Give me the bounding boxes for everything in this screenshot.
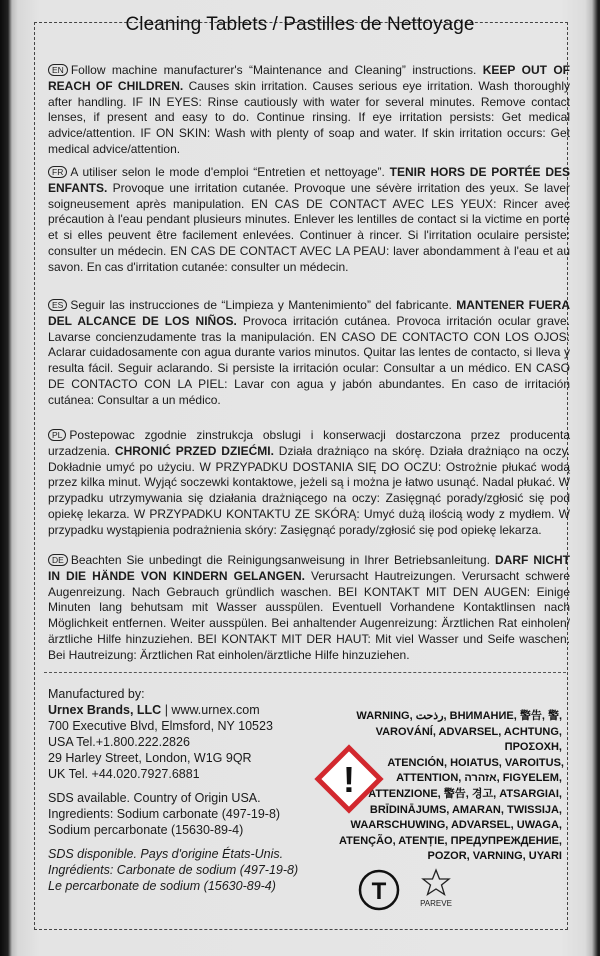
ingredients-fr-2: Le percarbonate de sodium (15630-89-4) bbox=[48, 879, 276, 893]
section-de-pre: Beachten Sie unbedingt die Reinigungsanweisung in Ihrer Betriebsanleitung. bbox=[70, 553, 496, 567]
section-en-body: Causes skin irritation. Causes serious eye irritation. Wash thoroughly after handling. IF IN EYES: Rinse cautiously with water for several minutes. Remove contact lenses, if present and easy to do. Continue rinsing. If eye irritation persists: Get medical advice/attention. IF ON SKIN: Wash with plenty of soap and water. If skin irritation occurs: Get medical advice/attention. bbox=[48, 78, 570, 156]
lang-badge-es: ES bbox=[48, 299, 67, 311]
ghs-symbol: ! bbox=[343, 759, 355, 800]
section-en-pre: Follow machine manufacturer's “Maintenance and Cleaning” instructions. bbox=[70, 63, 483, 77]
section-fr-warning: TENIR HORS DE PORTÉE DES ENFANTS. bbox=[48, 165, 570, 195]
section-fr bbox=[48, 165, 570, 276]
section-fr-pre: A utiliser selon le mode d'emploi “Entretien et nettoyage”. bbox=[70, 165, 390, 179]
mfr-company-line bbox=[48, 702, 328, 718]
section-pl-body: Działa drażniąco na skórę. Działa drażniąco na oczy. Dokładnie umyć po użyciu. W PRZYPADKU DOSTANIA SIĘ DO OCZU: Ostrożnie płukać wodą przez kilka minut. Wyjąć soczewki kontaktowe, jeżeli są i można je łatwo usunąć. Nadal płukać. W przypadku utrzymywania się działania drażniącego na oczy: Zasięgnąć porady/zgłosić się pod opiekę lekarza. W PRZYPADKU KONTAKTU ZE SKÓRĄ: Umyć dużą ilością wody z mydłem. W przypadku wystąpienia podrażnienia skóry: Zasięgnąć porady/zgłosić się pod opiekę lekarza. bbox=[48, 443, 571, 537]
ingredients-en-2: Sodium percarbonate (15630-89-4) bbox=[48, 823, 244, 837]
warning-line: ATENCIÓN, HOIATUS, VAROITUS, bbox=[387, 756, 564, 769]
mfr-website: | www.urnex.com bbox=[161, 703, 260, 717]
section-de-body: Verursacht Hautreizungen. Verursacht schwere Augenreizung. Nach Gebrauch gründlich waschen. BEI KONTAKT MIT DEN AUGEN: Einige Minuten lang behutsam mit Wasser ausspülen. Eventuell Vorhandene Kontaktlinsen nach Möglichkeit entfernen. Weiter ausspülen. Bei anhaltender Augenreizung: Ärztlichen Rat einholen/ärztliche Hilfe hinzuziehen. BEI KONTAKT MIT DER HAUT: Mit viel Wasser und Seife waschen. Bei Hautreizung: Ärztlichen Rat einholen/ärztliche Hilfe hinzuziehen. bbox=[48, 568, 570, 662]
warning-line: POZOR, VARNING, UYARI bbox=[427, 850, 562, 863]
warning-line: ATTENZIONE, 警告, 경고, ATSARGIAI, bbox=[368, 787, 562, 800]
lang-badge-fr: FR bbox=[48, 166, 67, 178]
star-icon bbox=[421, 868, 451, 896]
lang-badge-en: EN bbox=[48, 64, 68, 76]
section-pl-pre: Postepowac zgodnie zinstrukcja obslugi i konserwacji dostarczona przez producenta urzadzenia. bbox=[48, 428, 570, 458]
section-de-warning: DARF NICHT IN DIE HÄNDE VON KINDERN GELANGEN. bbox=[48, 553, 570, 583]
sds-en: SDS available. Country of Origin USA. bbox=[48, 791, 261, 805]
divider bbox=[44, 672, 566, 673]
warning-line: WARNING, رذحت, ВНИМАНИЕ, 警告, 警, bbox=[356, 710, 562, 722]
section-de bbox=[48, 553, 570, 664]
pareve-mark bbox=[414, 868, 458, 912]
lang-badge-pl: PL bbox=[48, 429, 66, 441]
ingredients-fr-1: Ingrédients: Carbonate de sodium (497-19-8) bbox=[48, 863, 299, 877]
warning-line: VAROVÁNÍ, ADVARSEL, ACHTUNG, ΠΡΟΣΟΧΗ, bbox=[375, 725, 562, 754]
kosher-mark: T bbox=[371, 878, 387, 905]
manufacturer-info bbox=[48, 686, 328, 894]
mfr-tel-uk: UK Tel. +44.020.7927.6881 bbox=[48, 767, 200, 781]
kosher-t-icon bbox=[357, 868, 401, 912]
pareve-label: PAREVE bbox=[420, 899, 452, 908]
section-es-warning: MANTENER FUERA DEL ALCANCE DE LOS NIÑOS. bbox=[48, 298, 570, 328]
lang-badge-de: DE bbox=[48, 554, 68, 566]
section-en bbox=[48, 63, 570, 158]
spacer bbox=[48, 838, 328, 846]
section-es bbox=[48, 298, 570, 409]
mfr-address-us: 700 Executive Blvd, Elmsford, NY 10523 bbox=[48, 719, 273, 733]
section-fr-body: Provoque une irritation cutanée. Provoque une sévère irritation des yeux. Se laver soigneusement après manipulation. EN CAS DE CONTACT AVEC LES YEUX: Rincer avec précaution à l'eau pendant plusieurs minutes. Enlever les lentilles de contact si la victime en porte et si elles peuvent être facilement enlevées. Continuer à rincer. Si l'irritation oculaire persiste: consulter un médecin. EN CAS DE CONTACT AVEC LA PEAU: laver abondamment à l'eau et au savon. En cas d'irritation cutanée: consulter un médecin. bbox=[48, 180, 570, 274]
warning-line: WAARSCHUWING, ADVARSEL, UWAGA, bbox=[350, 819, 562, 832]
section-es-body: Provoca irritación cutánea. Provoca irritación ocular grave. Lavarse concienzudamente tras la manipulación. EN CASO DE CONTACTO CON LOS OJOS: Aclarar cuidadosamente con agua durante varios minutos. Quitar las lentes de contacto, si lleva y resulta fácil. Seguir aclarando. Si persiste la irritación ocular: Consultar a un médico. EN CASO DE CONTACTO CON LA PIEL: Lavar con agua y jabón abundantes. En caso de irritación cutánea: Consultar a un médico. bbox=[48, 313, 571, 407]
ingredients-en-1: Ingredients: Sodium carbonate (497-19-8) bbox=[48, 807, 281, 821]
section-es-pre: Seguir las instrucciones de “Limpieza y Mantenimiento” del fabricante. bbox=[70, 298, 457, 312]
warning-line: ATENÇÃO, ATENȚIE, ПРЕДУПРЕЖДЕНИЕ, bbox=[339, 834, 562, 847]
ghs-exclamation-icon bbox=[314, 744, 384, 814]
mfr-company: Urnex Brands, LLC bbox=[48, 703, 162, 717]
warning-line: ATTENTION, אזהרה, FIGYELEM, bbox=[396, 772, 562, 785]
mfr-tel-us: USA Tel.+1.800.222.2826 bbox=[48, 735, 190, 749]
mfr-address-uk: 29 Harley Street, London, W1G 9QR bbox=[48, 751, 252, 765]
section-pl-warning: CHRONIĆ PRZED DZIEĆMI. bbox=[114, 443, 274, 458]
section-pl bbox=[48, 428, 570, 539]
page-title: Cleaning Tablets / Pastilles de Nettoyage bbox=[125, 14, 475, 35]
mfr-heading: Manufactured by: bbox=[48, 687, 145, 701]
section-en-warning: KEEP OUT OF REACH OF CHILDREN. bbox=[48, 63, 571, 93]
sds-fr: SDS disponible. Pays d'origine États-Unis. bbox=[48, 847, 284, 861]
spacer bbox=[48, 782, 328, 790]
warning-line: BRĪDINĀJUMS, AMARAN, TWISSIJA, bbox=[369, 803, 562, 816]
